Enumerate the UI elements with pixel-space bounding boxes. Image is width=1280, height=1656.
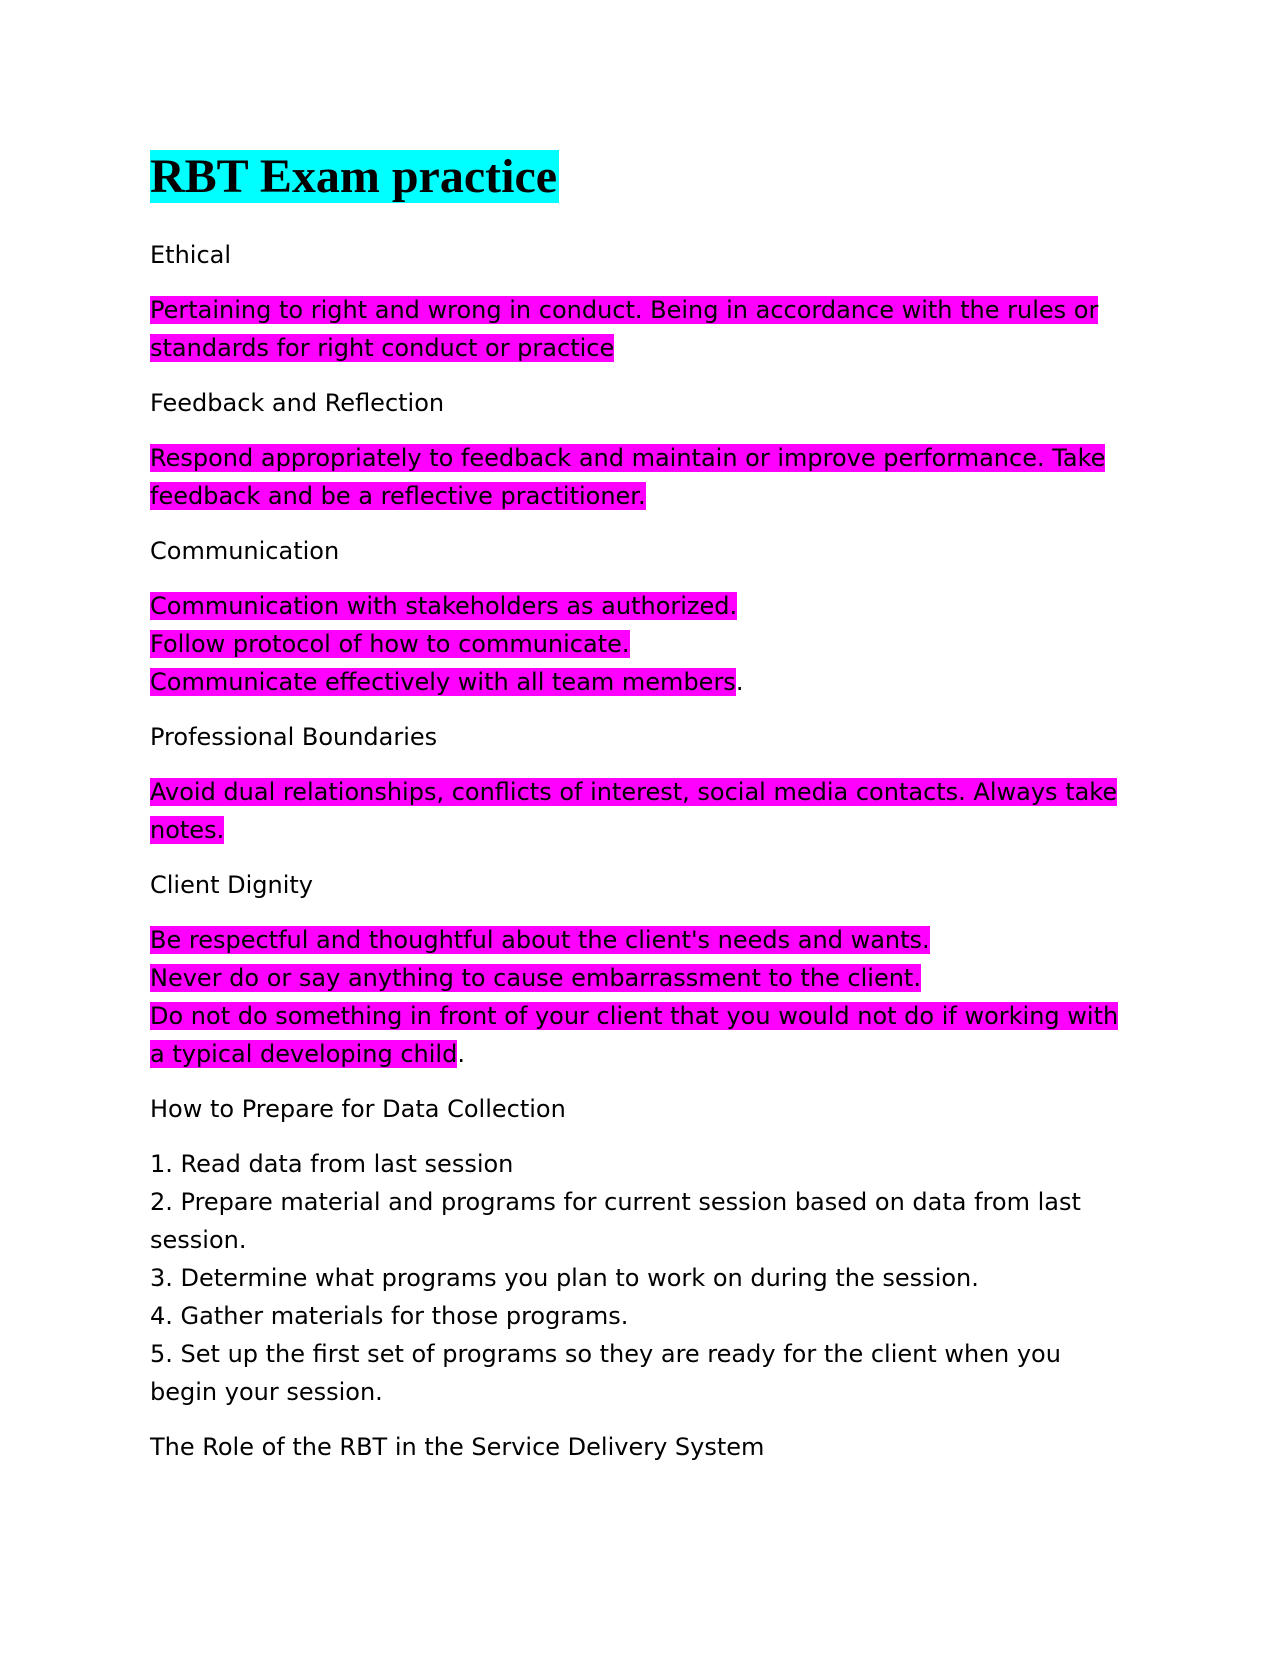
definition-line: Communication with stakeholders as authorized. <box>150 592 738 620</box>
term-role-of-the-rbt: The Role of the RBT in the Service Delivery System <box>150 1433 765 1461</box>
definition-line: Be respectful and thoughtful about the client's needs and wants. <box>150 926 930 954</box>
definition-professional-boundaries: Avoid dual relationships, conflicts of interest, social media contacts. Always take notes. <box>150 778 1118 844</box>
term-feedback-and-reflection: Feedback and Reflection <box>150 389 445 417</box>
list-item: 2. Prepare material and programs for current session based on data from last session. <box>150 1188 1081 1254</box>
title-highlight: RBT Exam practice <box>150 150 558 203</box>
steps-list <box>150 1145 1130 1411</box>
definition-client-dignity <box>150 921 1130 1073</box>
flashcard-list <box>150 236 1130 1466</box>
term-ethical: Ethical <box>150 241 232 269</box>
list-item: 1. Read data from last session <box>150 1150 514 1178</box>
term-professional-boundaries: Professional Boundaries <box>150 723 438 751</box>
definition-line: Communicate effectively with all team members. <box>150 668 744 696</box>
list-item: 4. Gather materials for those programs. <box>150 1302 629 1330</box>
spacer <box>150 206 1130 236</box>
definition-ethical: Pertaining to right and wrong in conduct. Being in accordance with the rules or standards for right conduct or practice <box>150 296 1099 362</box>
definition-communication <box>150 587 1130 701</box>
definition-line: Never do or say anything to cause embarrassment to the client. <box>150 964 921 992</box>
term-how-to-prepare-for-data-collection: How to Prepare for Data Collection <box>150 1095 566 1123</box>
term-communication: Communication <box>150 537 340 565</box>
list-item: 5. Set up the first set of programs so they are ready for the client when you begin your session. <box>150 1340 1061 1406</box>
document-title <box>150 148 1130 206</box>
definition-line: Do not do something in front of your client that you would not do if working with a typical developing child. <box>150 1002 1119 1068</box>
definition-feedback-and-reflection: Respond appropriately to feedback and maintain or improve performance. Take feedback and be a reflective practitioner. <box>150 444 1106 510</box>
definition-line: Follow protocol of how to communicate. <box>150 630 630 658</box>
term-client-dignity: Client Dignity <box>150 871 313 899</box>
list-item: 3. Determine what programs you plan to work on during the session. <box>150 1264 979 1292</box>
document-body <box>150 148 1130 1466</box>
